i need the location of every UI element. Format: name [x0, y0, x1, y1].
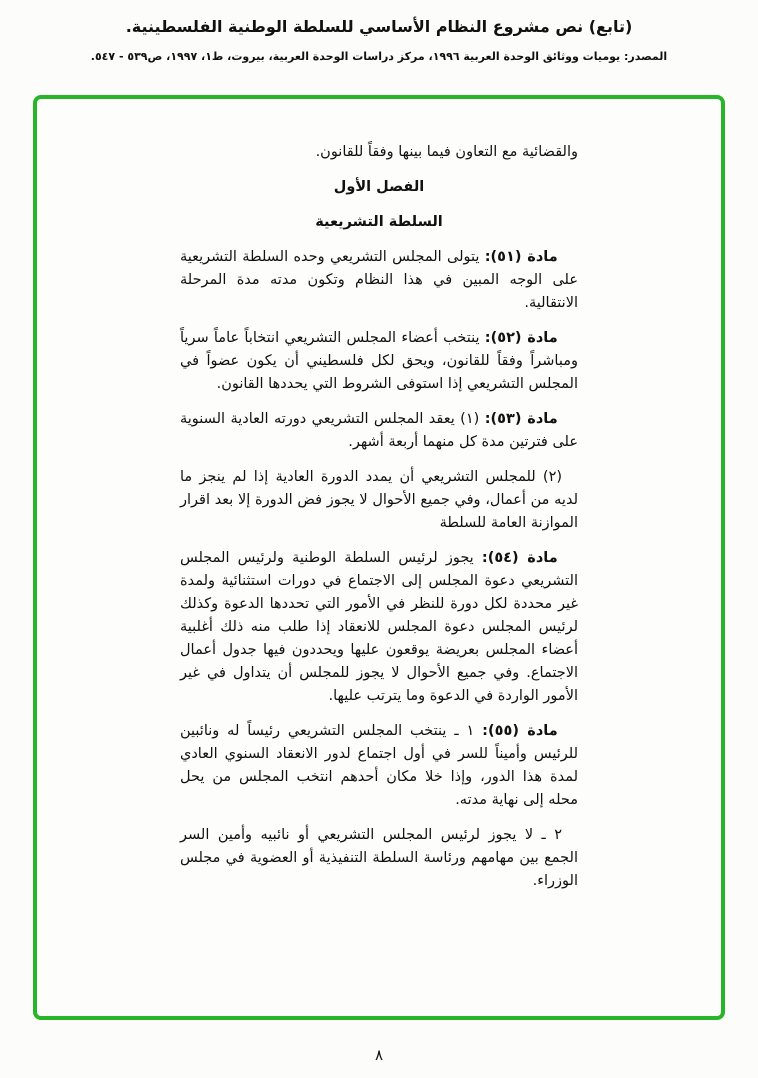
content-frame [33, 95, 725, 1020]
page-number: ٨ [374, 1046, 384, 1064]
section-heading: السلطة التشريعية [315, 214, 443, 230]
article-55-clause-1-text: ١ ـ ينتخب المجلس التشريعي رئيساً له ونائبين للرئيس وأميناً للسر في أول اجتماع لدور الانعقاد السنوي العادي لمدة هذا الدور، وإذا خلا مكان أحدهم انتخب المجلس من يحل محله إلى نهاية مدته. [180, 723, 578, 808]
article-54 [180, 547, 578, 708]
article-53-label: مادة (٥٣): [484, 411, 558, 427]
article-53-clause-2 [180, 466, 578, 535]
page-header [0, 0, 758, 63]
article-55-clause-2-text: ٢ ـ لا يجوز لرئيس المجلس التشريعي أو نائبيه وأمين السر الجمع بين مهامهم ورئاسة السلطة التنفيذية أو العضوية في مجلس الوزراء. [180, 827, 578, 889]
article-51-label: مادة (٥١): [484, 249, 558, 265]
article-54-text: يجوز لرئيس السلطة الوطنية ولرئيس المجلس التشريعي دعوة المجلس إلى الاجتماع في دورات استثنائية ولمدة غير محددة لكل دورة للنظر في الأمور التي تحددها الدعوة وكذلك لرئيس المجلس دعوة المجلس للانعقاد إذا طلب منه ذلك أغلبية أعضاء المجلس بعريضة يوقعون عليها ويحددون فيها جدول أعمال الاجتماع. وفي جميع الأحوال لا يجوز للمجلس أن يتداول في غير الأمور الواردة في الدعوة وما يترتب عليها. [180, 550, 578, 704]
article-53-clause-1 [180, 408, 578, 454]
article-53-clause-2-text: (٢) للمجلس التشريعي أن يمدد الدورة العادية إذا لم ينجز ما لديه من أعمال، وفي جميع الأحوال لا يجوز فض الدورة إلا بعد اقرار الموازنة العامة للسلطة [180, 469, 578, 531]
article-52-label: مادة (٥٢): [484, 330, 558, 346]
article-52-text: ينتخب أعضاء المجلس التشريعي انتخاباً عاماً سرياً ومباشراً وفقاً للقانون، ويحق لكل فلسطيني أن يكون عضواً في المجلس التشريعي إذا استوفى الشروط التي يحددها القانون. [180, 330, 578, 392]
article-54-label: مادة (٥٤): [481, 550, 558, 566]
article-51 [180, 246, 578, 315]
article-53-clause-1-text: (١) يعقد المجلس التشريعي دورته العادية السنوية على فترتين مدة كل منهما أربعة أشهر. [180, 411, 578, 450]
continuation-line: والقضائية مع التعاون فيما بينها وفقاً للقانون. [315, 144, 578, 160]
article-55-clause-1 [180, 720, 578, 812]
chapter-heading: الفصل الأول [333, 179, 425, 195]
document-title: (تابع) نص مشروع النظام الأساسي للسلطة الوطنية الفلسطينية. [125, 17, 633, 36]
source-citation: المصدر: يوميات ووثائق الوحدة العربية ١٩٩٦، مركز دراسات الوحدة العربية، بيروت، ط١، ١٩٩٧، ص٥٣٩ - ٥٤٧. [90, 50, 668, 64]
article-51-text: يتولى المجلس التشريعي وحده السلطة التشريعية على الوجه المبين في هذا النظام وتكون مدته مدة المرحلة الانتقالية. [180, 249, 578, 311]
article-55-clause-2 [180, 824, 578, 893]
document-body [180, 141, 578, 893]
article-55-label: مادة (٥٥): [482, 723, 558, 739]
article-52 [180, 327, 578, 396]
